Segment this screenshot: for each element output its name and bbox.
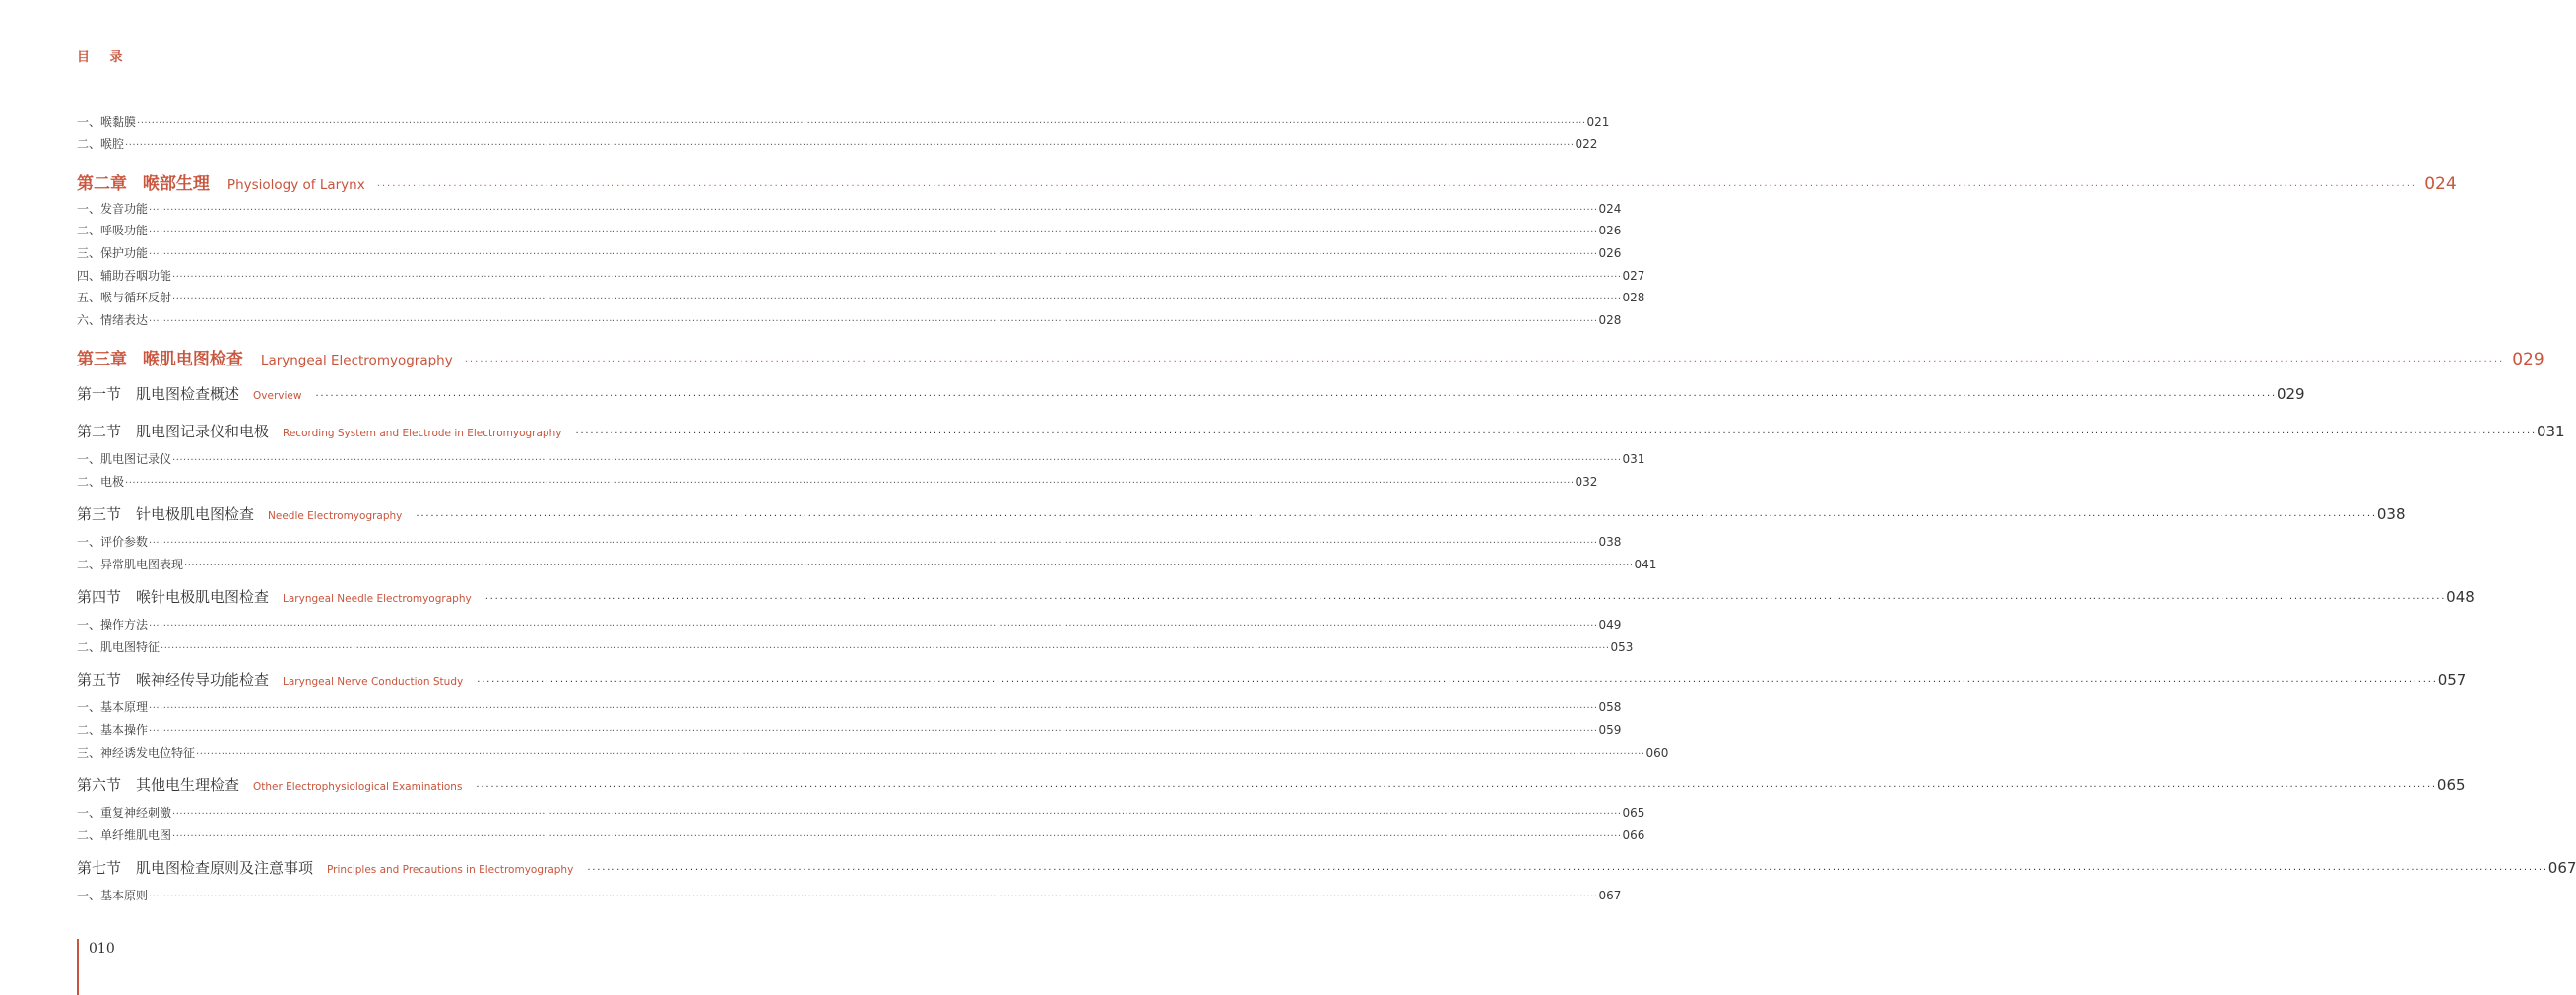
toc-entry-title: 二、单纤维肌电图 bbox=[77, 829, 172, 842]
dot-leader: ················································································································································································································································································································································································································ bbox=[172, 272, 1622, 283]
toc-entry-english-title: Recording System and Electrode in Electromyography bbox=[283, 428, 562, 439]
toc-entry-english-title: Physiology of Larynx bbox=[226, 177, 365, 193]
dot-leader: ················································································································································································································································································································································································································ bbox=[196, 749, 1645, 760]
dot-leader: ················································································································································································································································································································································································································ bbox=[149, 892, 1598, 902]
toc-entry-title: 一、操作方法 bbox=[77, 618, 149, 631]
dot-leader: ················································································································································································································································································································································································································ bbox=[149, 621, 1598, 631]
toc-entry-page-number: 065 bbox=[1622, 806, 1645, 820]
toc-item bbox=[77, 113, 1610, 130]
toc-entry-page-number: 028 bbox=[1598, 313, 1622, 327]
toc-entry-page-number: 029 bbox=[2276, 385, 2305, 403]
toc-chapter bbox=[77, 345, 2544, 369]
dot-leader: ················································································································································································································································································································································································································ bbox=[125, 478, 1575, 489]
dot-leader: ················································································································································································································································································································································································································ bbox=[172, 831, 1622, 842]
footer-accent-bar bbox=[77, 939, 79, 995]
dot-leader: ················································································································································································································································································································································································································ bbox=[476, 782, 2437, 793]
page-header-title: 目 录 bbox=[77, 50, 131, 65]
toc-item bbox=[77, 222, 1622, 238]
toc-entry-english-title: Laryngeal Nerve Conduction Study bbox=[283, 676, 464, 688]
toc-entry-title: 一、评价参数 bbox=[77, 535, 149, 549]
toc-entry-english-title: Overview bbox=[253, 390, 302, 402]
toc-item bbox=[77, 721, 1622, 738]
dot-leader: ················································································································································································································································································································································································································ bbox=[161, 643, 1610, 654]
toc-item bbox=[77, 135, 1598, 152]
toc-entry-page-number: 065 bbox=[2436, 776, 2466, 794]
toc-entry-title: 第六节 其他电生理检查 bbox=[77, 776, 240, 794]
toc-entry-page-number: 066 bbox=[1622, 829, 1645, 842]
toc-entry-page-number: 032 bbox=[1575, 475, 1598, 489]
toc-entry-page-number: 060 bbox=[1645, 746, 1669, 760]
dot-leader: ················································································································································································································································································································································································································ bbox=[149, 249, 1598, 260]
toc-entry-page-number: 053 bbox=[1610, 640, 1634, 654]
dot-leader: ················································································································································································································································································································································································································ bbox=[149, 227, 1598, 237]
toc-entry-page-number: 038 bbox=[2376, 505, 2406, 523]
dot-leader: ················································································································································································································································································································································································································ bbox=[149, 538, 1598, 549]
toc-item bbox=[77, 450, 1645, 467]
toc-entry-title: 第三节 针电极肌电图检查 bbox=[77, 505, 255, 523]
toc-item bbox=[77, 200, 1622, 217]
toc-entry-title: 一、基本原理 bbox=[77, 700, 149, 714]
dot-leader: ················································································································································································································································································································································································································ bbox=[172, 455, 1622, 466]
toc-entry-title: 三、保护功能 bbox=[77, 246, 149, 260]
toc-entry-title: 二、喉腔 bbox=[77, 137, 125, 151]
dot-leader: ················································································································································································································································································································································································································ bbox=[575, 429, 2537, 439]
dot-leader: ················································································································································································································································································································································································································ bbox=[137, 118, 1586, 129]
toc-entry-title: 第一节 肌电图检查概述 bbox=[77, 385, 240, 403]
toc-entry-english-title: Laryngeal Electromyography bbox=[260, 353, 453, 368]
toc-entry-english-title: Other Electrophysiological Examinations bbox=[253, 781, 463, 793]
toc-entry-title: 第二节 肌电图记录仪和电极 bbox=[77, 423, 270, 440]
dot-leader: ················································································································································································································································································································································································································ bbox=[464, 357, 2505, 367]
toc-entry-page-number: 021 bbox=[1586, 115, 1610, 129]
toc-section bbox=[77, 421, 2565, 441]
toc-item bbox=[77, 244, 1622, 261]
toc-entry-title: 第七节 肌电图检查原则及注意事项 bbox=[77, 859, 314, 877]
dot-leader: ················································································································································································································································································································································································································ bbox=[315, 391, 2277, 402]
toc-entry-title: 一、基本原则 bbox=[77, 889, 149, 902]
dot-leader: ················································································································································································································································································································································································································ bbox=[587, 865, 2548, 876]
toc-entry-english-title: Laryngeal Needle Electromyography bbox=[283, 593, 472, 605]
dot-leader: ················································································································································································································································································································································································································ bbox=[149, 316, 1598, 327]
toc-item bbox=[77, 267, 1645, 284]
toc-entry-title: 第五节 喉神经传导功能检查 bbox=[77, 671, 270, 689]
toc-entry-title: 六、情绪表达 bbox=[77, 313, 149, 327]
toc-section bbox=[77, 383, 2305, 404]
toc-item bbox=[77, 616, 1622, 632]
toc-item bbox=[77, 289, 1645, 305]
toc-section bbox=[77, 774, 2466, 795]
dot-leader: ················································································································································································································································································································································································································ bbox=[376, 181, 2417, 192]
toc-item bbox=[77, 311, 1622, 328]
toc-entry-page-number: 038 bbox=[1598, 535, 1622, 549]
toc-entry-title: 五、喉与循环反射 bbox=[77, 291, 172, 304]
toc-entry-title: 一、重复神经刺激 bbox=[77, 806, 172, 820]
toc-section bbox=[77, 857, 2576, 878]
toc-item bbox=[77, 804, 1645, 821]
toc-chapter bbox=[77, 169, 2457, 194]
dot-leader: ················································································································································································································································································································································································································ bbox=[416, 511, 2377, 522]
toc-item bbox=[77, 473, 1598, 490]
footer-page-number: 010 bbox=[89, 941, 115, 957]
toc-section bbox=[77, 503, 2406, 524]
dot-leader: ················································································································································································································································································································································································································ bbox=[149, 726, 1598, 737]
toc-entry-page-number: 048 bbox=[2446, 588, 2475, 606]
toc-entry-title: 三、神经诱发电位特征 bbox=[77, 746, 196, 760]
toc-item bbox=[77, 533, 1622, 550]
dot-leader: ················································································································································································································································································································································································································ bbox=[149, 703, 1598, 714]
toc-entry-title: 一、发音功能 bbox=[77, 202, 149, 216]
toc-item bbox=[77, 744, 1669, 761]
toc-entry-english-title: Needle Electromyography bbox=[268, 510, 403, 522]
toc-item bbox=[77, 556, 1657, 572]
toc-entry-title: 第四节 喉针电极肌电图检查 bbox=[77, 588, 270, 606]
toc-section bbox=[77, 669, 2467, 690]
dot-leader: ················································································································································································································································································································································································································ bbox=[184, 561, 1634, 571]
dot-leader: ················································································································································································································································································································································································································ bbox=[172, 294, 1622, 304]
toc-entry-page-number: 049 bbox=[1598, 618, 1622, 631]
toc-entry-page-number: 031 bbox=[2536, 423, 2565, 440]
toc-entry-page-number: 026 bbox=[1598, 224, 1622, 237]
toc-entry-page-number: 058 bbox=[1598, 700, 1622, 714]
toc-entry-page-number: 057 bbox=[2437, 671, 2467, 689]
toc-entry-page-number: 026 bbox=[1598, 246, 1622, 260]
toc-entry-title: 二、异常肌电图表现 bbox=[77, 558, 184, 571]
toc-item bbox=[77, 827, 1645, 843]
toc-entry-page-number: 041 bbox=[1634, 558, 1657, 571]
toc-entry-title: 第三章 喉肌电图检查 bbox=[77, 350, 243, 369]
toc-entry-page-number: 024 bbox=[1598, 202, 1622, 216]
toc-item bbox=[77, 638, 1634, 655]
toc-entry-page-number: 027 bbox=[1622, 269, 1645, 283]
dot-leader: ················································································································································································································································································································································································································ bbox=[172, 809, 1622, 820]
dot-leader: ················································································································································································································································································································································································································ bbox=[477, 677, 2438, 688]
toc-entry-title: 二、肌电图特征 bbox=[77, 640, 161, 654]
toc-entry-page-number: 059 bbox=[1598, 723, 1622, 737]
toc-entry-page-number: 067 bbox=[2547, 859, 2576, 877]
toc-entry-page-number: 031 bbox=[1622, 452, 1645, 466]
toc-entry-title: 二、呼吸功能 bbox=[77, 224, 149, 237]
toc-entry-page-number: 024 bbox=[2424, 174, 2457, 194]
toc-entry-title: 一、肌电图记录仪 bbox=[77, 452, 172, 466]
toc-entry-page-number: 029 bbox=[2512, 350, 2544, 369]
dot-leader: ················································································································································································································································································································································································································ bbox=[149, 205, 1598, 216]
toc-section bbox=[77, 586, 2475, 607]
toc-entry-title: 一、喉黏膜 bbox=[77, 115, 137, 129]
toc-entry-title: 二、基本操作 bbox=[77, 723, 149, 737]
toc-entry-title: 四、辅助吞咽功能 bbox=[77, 269, 172, 283]
dot-leader: ················································································································································································································································································································································································································ bbox=[484, 594, 2447, 605]
toc-item bbox=[77, 698, 1622, 715]
dot-leader: ················································································································································································································································································································································································································ bbox=[125, 140, 1575, 151]
toc-entry-english-title: Principles and Precautions in Electromyography bbox=[327, 864, 574, 876]
toc-entry-title: 二、电极 bbox=[77, 475, 125, 489]
toc-item bbox=[77, 887, 1622, 903]
toc-entry-page-number: 028 bbox=[1622, 291, 1645, 304]
toc-entry-title: 第二章 喉部生理 bbox=[77, 174, 210, 194]
toc-entry-page-number: 022 bbox=[1575, 137, 1598, 151]
toc-entry-page-number: 067 bbox=[1598, 889, 1622, 902]
